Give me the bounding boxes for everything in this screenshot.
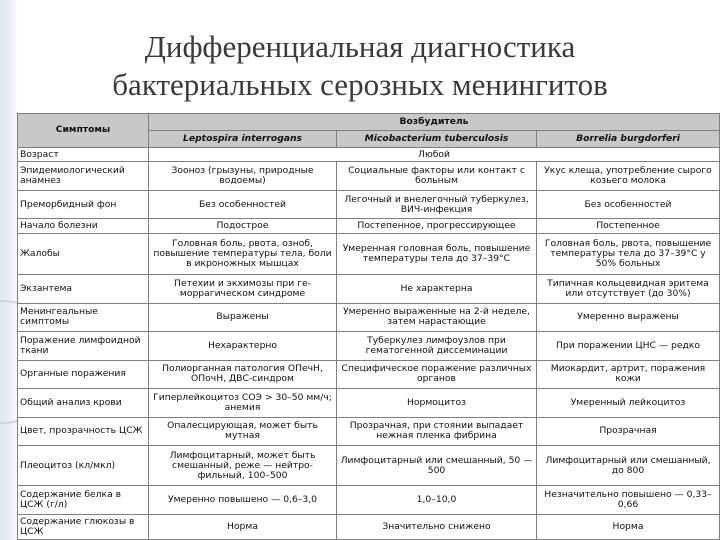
mycobacterium-cell: 1,0–10,0 [337, 486, 537, 514]
table-row [18, 147, 720, 162]
table-row [18, 162, 720, 190]
table-row [18, 486, 720, 514]
mycobacterium-cell: Прозрачная, при стоянии выпадает нежная пленка фибрина [337, 417, 537, 445]
table-row [18, 514, 720, 539]
symptom-cell: Жалобы [18, 234, 149, 275]
mycobacterium-cell: Умеренно выраженные на 2-й неделе, затем нарастающие [337, 303, 537, 331]
mycobacterium-cell: Умеренная головная боль, повышение температуры тела до 37–39°С [337, 234, 537, 275]
leptospira-cell: Петехии и экхимозы при геморрагическом синдроме [149, 275, 337, 303]
leptospira-cell: Нехарактерно [149, 332, 337, 360]
borrelia-cell: Лимфоцитарный или смешанный, до 800 [537, 446, 720, 486]
mycobacterium-cell: Туберкулез лимфоузлов при гематогенной диссеминации [337, 332, 537, 360]
leptospira-cell: Лимфоцитарный, может быть смешанный, реже — нейтрофильный, 100–500 [149, 446, 337, 486]
comparison-table [17, 113, 720, 540]
mycobacterium-cell: Социальные факторы или контакт с больным [337, 162, 537, 190]
symptom-cell: Возраст [18, 147, 149, 162]
borrelia-cell: Умеренный лейкоцитоз [537, 389, 720, 417]
symptom-cell: Общий анализ крови [18, 389, 149, 417]
leptospira-header: Leptospira interrogans [149, 130, 337, 147]
borrelia-cell: Умеренно выражены [537, 303, 720, 331]
slide-title [60, 28, 660, 104]
table-row [18, 332, 720, 360]
left-decorative-band [0, 0, 18, 540]
mycobacterium-cell: Значительно снижено [337, 514, 537, 539]
table-row [18, 190, 720, 218]
symptom-cell: Содержание глюкозы в ЦСЖ [18, 514, 149, 539]
borrelia-cell: Миокардит, артрит, поражения кожи [537, 360, 720, 388]
symptom-cell: Начало болезни [18, 219, 149, 234]
leptospira-cell: Гиперлейкоцитоз СОЭ > 30–50 мм/ч; анемия [149, 389, 337, 417]
table-row [18, 219, 720, 234]
mycobacterium-header: Micobacterium tuberculosis [337, 130, 537, 147]
symptom-cell: Органные поражения [18, 360, 149, 388]
mycobacterium-cell: Лимфоцитарный или смешанный, 50 — 500 [337, 446, 537, 486]
borrelia-cell: Укус клеща, употребление сырого козьего молока [537, 162, 720, 190]
table-row [18, 417, 720, 445]
leptospira-cell: Головная боль, рвота, озноб, повышение температуры тела, боли в икроножных мышцах [149, 234, 337, 275]
borrelia-header: Borrelia burgdorferi [537, 130, 720, 147]
mycobacterium-cell: Не характерна [337, 275, 537, 303]
mycobacterium-cell: Легочный и внелегочный туберкулез, ВИЧ-инфекция [337, 190, 537, 218]
symptom-cell: Эпидемиологический анамнез [18, 162, 149, 190]
borrelia-cell: Головная боль, рвота, повышение температуры тела до 37–39°С у 50% больных [537, 234, 720, 275]
borrelia-cell: Прозрачная [537, 417, 720, 445]
table-row [18, 275, 720, 303]
leptospira-cell: Опалесцирующая, может быть мутная [149, 417, 337, 445]
symptom-cell: Преморбидный фон [18, 190, 149, 218]
symptom-cell: Поражение лимфоидной ткани [18, 332, 149, 360]
table-row [18, 360, 720, 388]
table-row [18, 446, 720, 486]
borrelia-cell: Незначительно повышено — 0,33–0,66 [537, 486, 720, 514]
title-line-1: Дифференциальная диагностика [144, 29, 576, 64]
borrelia-cell: Норма [537, 514, 720, 539]
mycobacterium-cell: Постепенное, прогрессирующее [337, 219, 537, 234]
borrelia-cell: Постепенное [537, 219, 720, 234]
leptospira-cell: Полиорганная патология ОПечН, ОПочН, ДВС-синдром [149, 360, 337, 388]
table-row [18, 303, 720, 331]
symptom-cell: Содержание белка в ЦСЖ (г/л) [18, 486, 149, 514]
header-row [18, 114, 720, 131]
value-cell-all: Любой [149, 147, 720, 162]
mycobacterium-cell: Нормоцитоз [337, 389, 537, 417]
leptospira-cell: Подострое [149, 219, 337, 234]
symptom-cell: Менингеальные симптомы [18, 303, 149, 331]
borrelia-cell: Без особенностей [537, 190, 720, 218]
pathogen-header: Возбудитель [149, 114, 720, 131]
table-row [18, 389, 720, 417]
symptom-cell: Плеоцитоз (кл/мкл) [18, 446, 149, 486]
symptom-cell: Цвет, прозрачность ЦСЖ [18, 417, 149, 445]
leptospira-cell: Умеренно повышено — 0,6–3,0 [149, 486, 337, 514]
symptoms-header: Симптомы [18, 114, 149, 148]
borrelia-cell: Типичная кольцевидная эритема или отсутствует (до 30%) [537, 275, 720, 303]
leptospira-cell: Норма [149, 514, 337, 539]
borrelia-cell: При поражении ЦНС — редко [537, 332, 720, 360]
table-row [18, 234, 720, 275]
mycobacterium-cell: Специфическое поражение различных органов [337, 360, 537, 388]
leptospira-cell: Без особенностей [149, 190, 337, 218]
leptospira-cell: Выражены [149, 303, 337, 331]
leptospira-cell: Зооноз (грызуны, природные водоемы) [149, 162, 337, 190]
title-line-2: бактериальных серозных менингитов [112, 67, 608, 102]
symptom-cell: Экзантема [18, 275, 149, 303]
